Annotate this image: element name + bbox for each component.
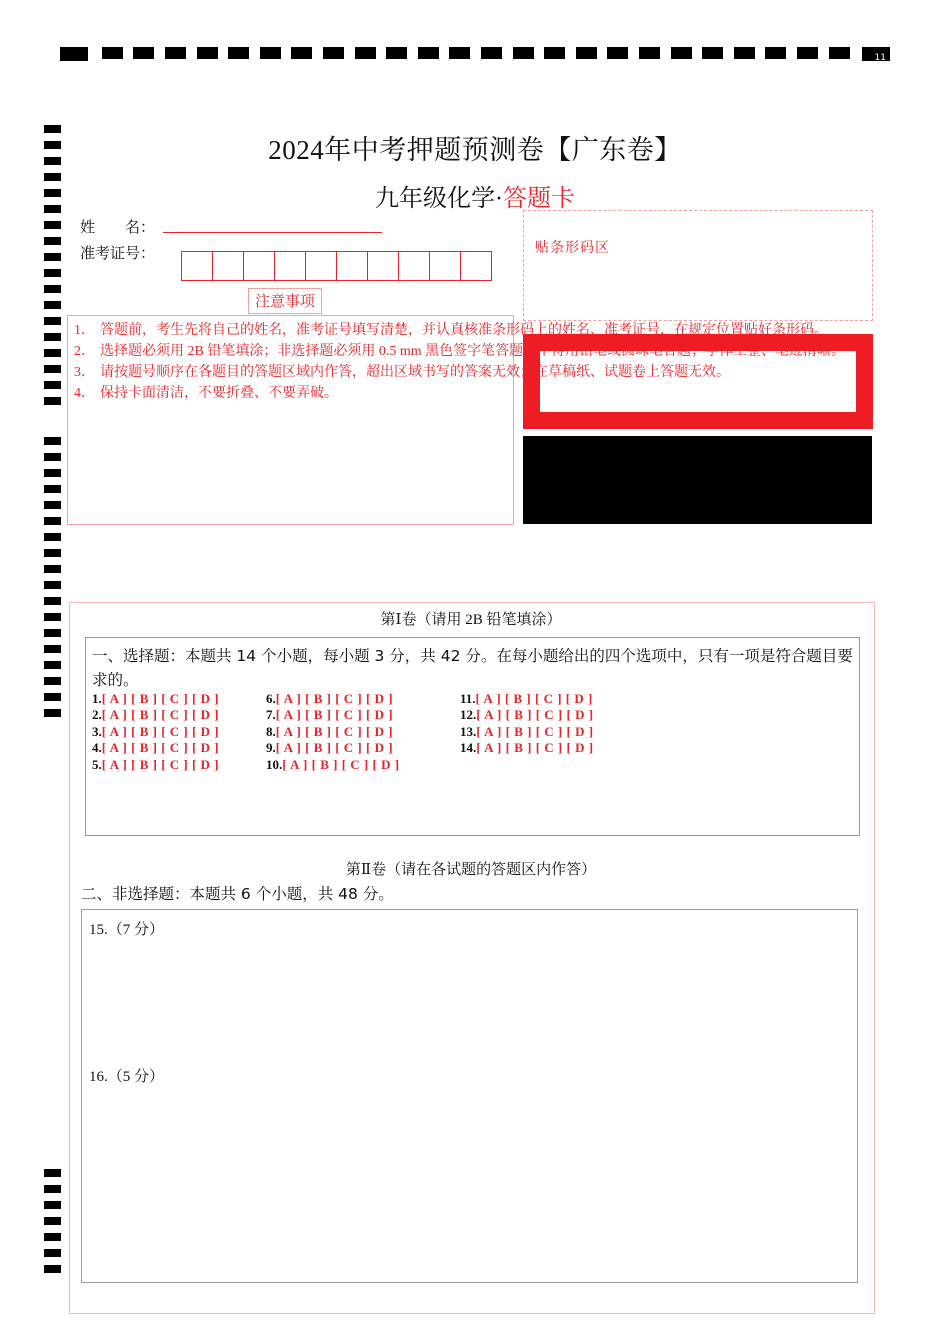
question-row[interactable]: 1.[ A ] [ B ] [ C ] [ D ] xyxy=(92,691,220,706)
question-row[interactable]: 6.[ A ] [ B ] [ C ] [ D ] xyxy=(266,691,394,706)
timing-mark xyxy=(513,47,534,59)
timing-mark xyxy=(829,47,850,59)
timing-mark xyxy=(44,485,61,493)
timing-mark xyxy=(44,253,61,261)
timing-mark xyxy=(44,613,61,621)
question-row[interactable]: 7.[ A ] [ B ] [ C ] [ D ] xyxy=(266,707,394,722)
timing-mark xyxy=(44,661,61,669)
timing-mark xyxy=(576,47,597,59)
timing-mark xyxy=(44,1249,61,1257)
timing-mark xyxy=(44,581,61,589)
timing-mark xyxy=(197,47,218,59)
exam-id-cell[interactable] xyxy=(181,251,213,281)
timing-mark xyxy=(418,47,439,59)
timing-mark xyxy=(449,47,470,59)
timing-mark xyxy=(44,349,61,357)
exam-id-cell[interactable] xyxy=(398,251,430,281)
timing-mark xyxy=(44,597,61,605)
timing-mark xyxy=(44,1169,61,1177)
written-answer-box[interactable] xyxy=(81,909,858,1283)
timing-mark xyxy=(765,47,786,59)
timing-mark xyxy=(228,47,249,59)
exam-id-cell[interactable] xyxy=(243,251,275,281)
timing-mark xyxy=(44,469,61,477)
notice-item: 3． 请按题号顺序在各题目的答题区域内作答，超出区域书写的答案无效；在草稿纸、试题卷上答题无效。 xyxy=(74,365,730,380)
barcode-area xyxy=(523,210,873,321)
notice-item: 2． 选择题必须用 2B 铅笔填涂；非选择题必须用 0.5 mm 黑色签字笔答题，不得用铅笔或圆珠笔答题；字体工整、笔迹清晰。 xyxy=(74,344,846,359)
timing-mark xyxy=(639,47,660,59)
notice-item: 1． 答题前，考生先将自己的姓名，准考证号填写清楚，并认真核准条形码上的姓名、准考证号，在规定位置贴好条形码。 xyxy=(74,323,828,338)
question-row[interactable]: 11.[ A ] [ B ] [ C ] [ D ] xyxy=(460,691,593,706)
timing-mark xyxy=(44,453,61,461)
timing-mark xyxy=(44,677,61,685)
timing-mark xyxy=(386,47,407,59)
question-16-label: 16.（5 分） xyxy=(89,1069,165,1085)
timing-mark xyxy=(102,47,123,59)
timing-mark xyxy=(44,629,61,637)
timing-mark xyxy=(44,693,61,701)
timing-mark xyxy=(260,47,281,59)
black-marker-block xyxy=(523,436,872,524)
timing-mark xyxy=(355,47,376,59)
timing-mark xyxy=(44,317,61,325)
timing-mark xyxy=(702,47,723,59)
page-title: 2024年中考押题预测卷【广东卷】 xyxy=(268,135,682,165)
timing-mark xyxy=(44,285,61,293)
timing-mark xyxy=(44,437,61,445)
timing-mark xyxy=(44,1185,61,1193)
exam-id-cell[interactable] xyxy=(274,251,306,281)
timing-mark xyxy=(481,47,502,59)
timing-mark xyxy=(44,397,61,405)
timing-mark xyxy=(44,1265,61,1273)
timing-mark xyxy=(44,1201,61,1209)
question-row[interactable]: 4.[ A ] [ B ] [ C ] [ D ] xyxy=(92,740,220,755)
timing-mark xyxy=(133,47,154,59)
question-row[interactable]: 10.[ A ] [ B ] [ C ] [ D ] xyxy=(266,757,400,772)
name-field[interactable] xyxy=(163,232,382,233)
timing-mark xyxy=(323,47,344,59)
exam-id-cell[interactable] xyxy=(460,251,492,281)
timing-mark xyxy=(734,47,755,59)
question-15-label: 15.（7 分） xyxy=(89,922,165,938)
timing-mark xyxy=(165,47,186,59)
timing-mark xyxy=(44,237,61,245)
timing-mark xyxy=(44,709,61,717)
timing-mark xyxy=(44,269,61,277)
name-label: 姓 名： xyxy=(80,220,156,236)
timing-mark xyxy=(44,549,61,557)
notice-title: 注意事项 xyxy=(248,288,322,314)
part1-title: 第Ⅰ卷（请用 2B 铅笔填涂） xyxy=(380,612,562,628)
exam-id-cell[interactable] xyxy=(367,251,399,281)
exam-id-cell[interactable] xyxy=(305,251,337,281)
exam-id-label: 准考证号： xyxy=(80,246,156,262)
question-row[interactable]: 3.[ A ] [ B ] [ C ] [ D ] xyxy=(92,724,220,739)
multiple-choice-instructions: 一、选择题：本题共 14 个小题，每小题 3 分，共 42 分。在每小题给出的四个选项中，只有一项是符合题目要求的。 xyxy=(92,647,853,689)
timing-mark xyxy=(44,501,61,509)
timing-mark xyxy=(44,533,61,541)
question-row[interactable]: 9.[ A ] [ B ] [ C ] [ D ] xyxy=(266,740,394,755)
exam-id-cell[interactable] xyxy=(212,251,244,281)
barcode-label: 贴条形码区 xyxy=(535,241,610,256)
timing-mark xyxy=(44,333,61,341)
absent-mark-frame xyxy=(523,334,873,429)
timing-mark xyxy=(60,47,88,61)
timing-mark xyxy=(44,1233,61,1241)
timing-mark xyxy=(44,381,61,389)
page-subtitle xyxy=(0,178,950,213)
page-number: 11 xyxy=(874,53,886,63)
question-row[interactable]: 12.[ A ] [ B ] [ C ] [ D ] xyxy=(460,707,594,722)
timing-mark xyxy=(44,565,61,573)
top-timing-marks xyxy=(60,46,890,62)
question-row[interactable]: 13.[ A ] [ B ] [ C ] [ D ] xyxy=(460,724,594,739)
question-row[interactable]: 8.[ A ] [ B ] [ C ] [ D ] xyxy=(266,724,394,739)
timing-mark xyxy=(44,517,61,525)
timing-mark xyxy=(797,47,818,59)
timing-mark xyxy=(44,301,61,309)
question-row[interactable]: 5.[ A ] [ B ] [ C ] [ D ] xyxy=(92,757,220,772)
timing-mark xyxy=(544,47,565,59)
non-choice-instructions: 二、非选择题：本题共 6 个小题，共 48 分。 xyxy=(81,885,394,903)
question-row[interactable]: 14.[ A ] [ B ] [ C ] [ D ] xyxy=(460,740,594,755)
timing-mark xyxy=(44,221,61,229)
notice-item: 4． 保持卡面清洁，不要折叠、不要弄破。 xyxy=(74,386,338,401)
exam-id-cell[interactable] xyxy=(429,251,461,281)
timing-mark xyxy=(44,1217,61,1225)
timing-mark xyxy=(671,47,692,59)
subtitle-answer-sheet: 答题卡 xyxy=(503,186,575,212)
timing-mark xyxy=(44,645,61,653)
question-row[interactable]: 2.[ A ] [ B ] [ C ] [ D ] xyxy=(92,707,220,722)
timing-mark xyxy=(44,365,61,373)
exam-id-cell[interactable] xyxy=(336,251,368,281)
timing-mark xyxy=(607,47,628,59)
part2-title: 第Ⅱ卷（请在各试题的答题区内作答） xyxy=(345,862,597,878)
timing-mark xyxy=(291,47,312,59)
subtitle-subject: 九年级化学· xyxy=(375,186,503,212)
exam-id-boxes[interactable] xyxy=(181,251,492,281)
